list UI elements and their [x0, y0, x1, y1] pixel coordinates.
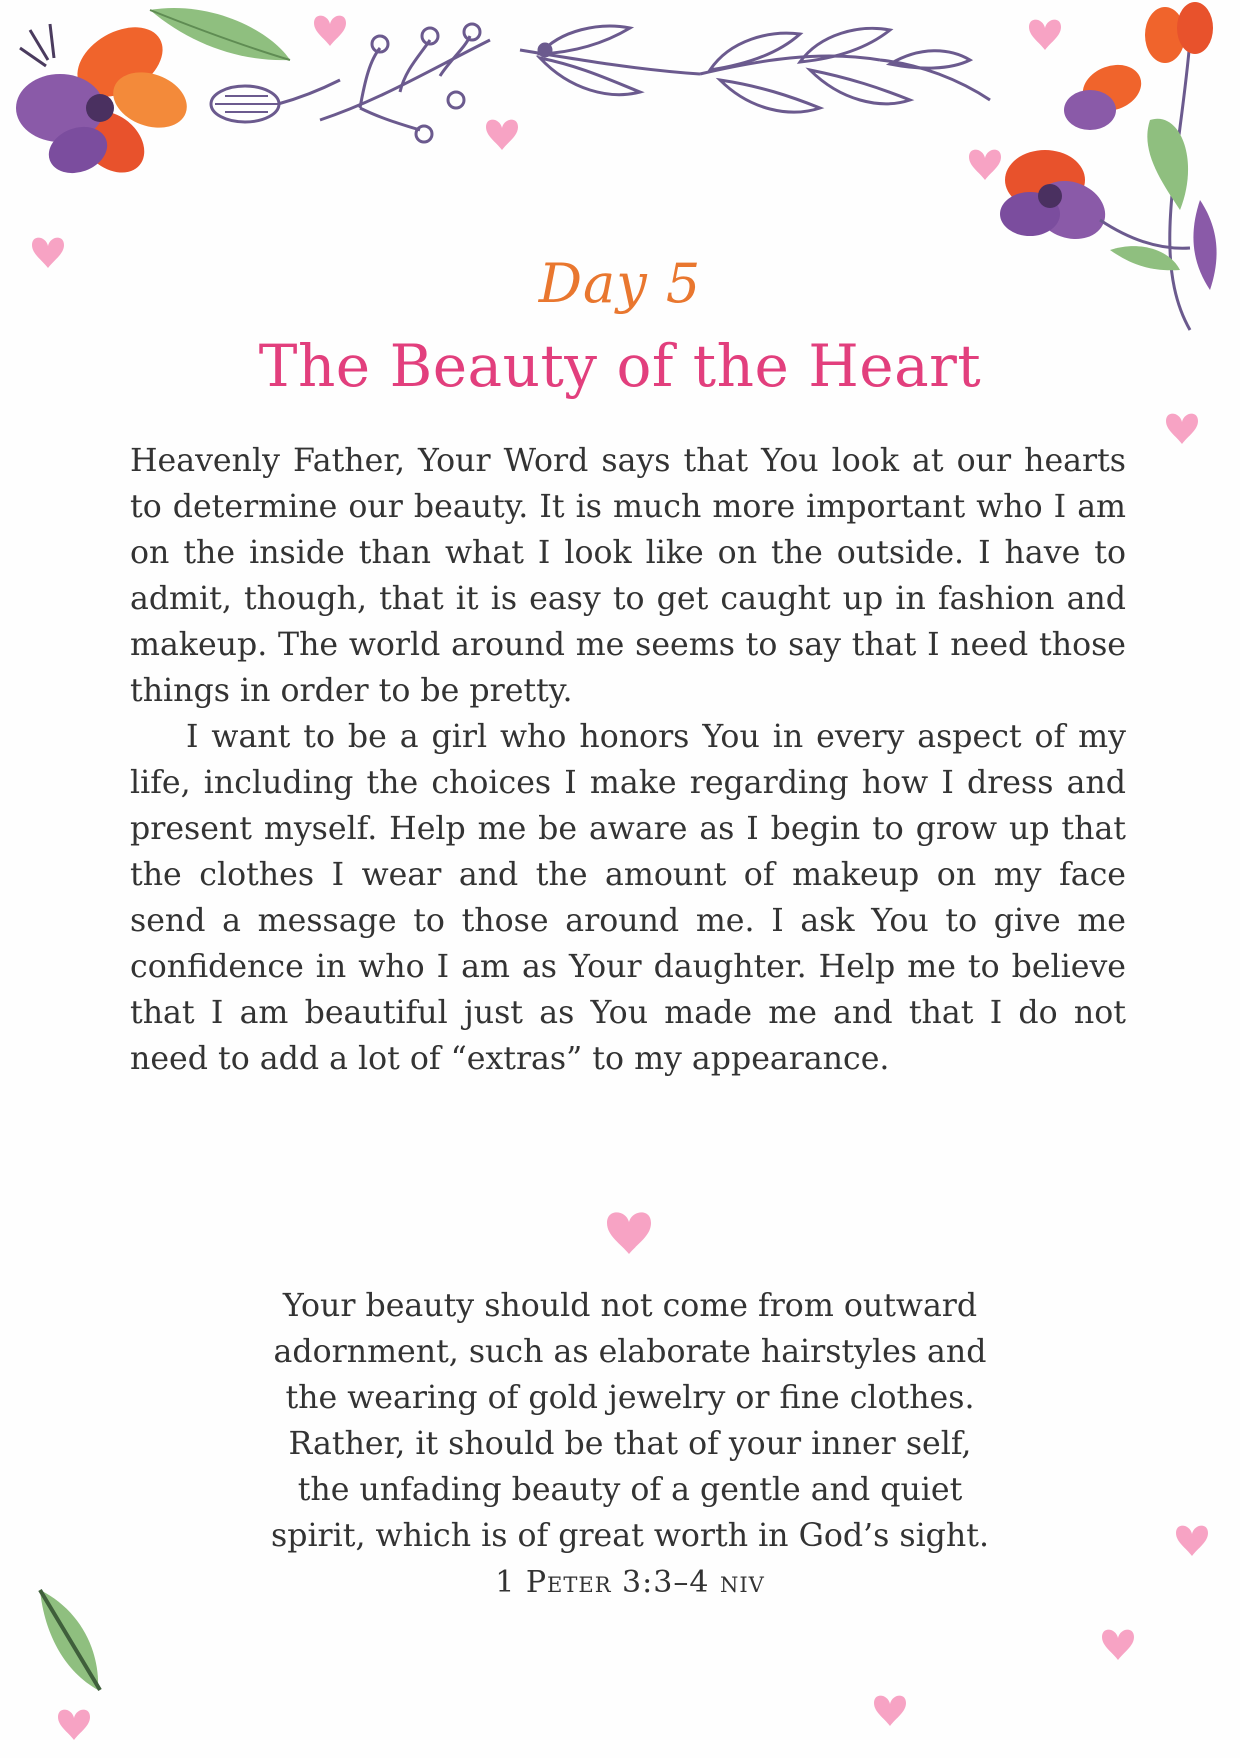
prayer-paragraph: Heavenly Father, Your Word says that You look at our hearts to determine our beauty. It is much more important who I am on the inside than what I look like on the outside. I have to admit, though, that it is easy to get caught up in fashion and makeup. The world around me seems to say that I need those things in order to be pretty. [130, 443, 1126, 709]
verse-line: the wearing of gold jewelry or fine clothes. [285, 1380, 975, 1416]
sprig-icon [211, 80, 340, 122]
heart-icon [604, 1210, 654, 1256]
sprig-icon [320, 24, 490, 142]
prayer-text [130, 438, 1126, 1082]
heart-icon [1102, 1630, 1134, 1660]
heart-icon [486, 120, 518, 150]
leaf-icon [150, 8, 290, 60]
verse-reference: 1 Peter 3:3–4 niv [495, 1565, 765, 1600]
heart-icon [969, 150, 1001, 180]
page-title: The Beauty of the Heart [258, 332, 982, 400]
scripture-verse [150, 1283, 1110, 1559]
fern-icon [520, 26, 990, 112]
heart-icon [1029, 20, 1061, 50]
verse-line: spirit, which is of great worth in God’s sight. [271, 1518, 989, 1554]
verse-line: the unfading beauty of a gentle and quiet [297, 1472, 963, 1508]
heart-icon [58, 1710, 90, 1740]
leaf-icon [40, 1590, 100, 1690]
heart-icon [1166, 414, 1198, 444]
prayer-paragraph: I want to be a girl who honors You in every aspect of my life, including the choices I make regarding how I dress and present myself. Help me be aware as I begin to grow up that the clothes I wear and the amount of makeup on my face send a message to those around me. I ask You to give me confidence in who I am as Your daughter. Help me to believe that I am beautiful just as You made me and that I do not need to add a lot of “extras” to my appearance. [130, 719, 1126, 1077]
heart-icon [1176, 1526, 1208, 1556]
flower-icon [16, 13, 195, 185]
heart-icon [314, 16, 346, 46]
verse-line: Your beauty should not come from outward [282, 1288, 978, 1324]
day-label: Day 5 [538, 252, 702, 315]
heart-icon [874, 1696, 906, 1726]
verse-line: Rather, it should be that of your inner self, [288, 1426, 972, 1462]
verse-line: adornment, such as elaborate hairstyles and [273, 1334, 987, 1370]
